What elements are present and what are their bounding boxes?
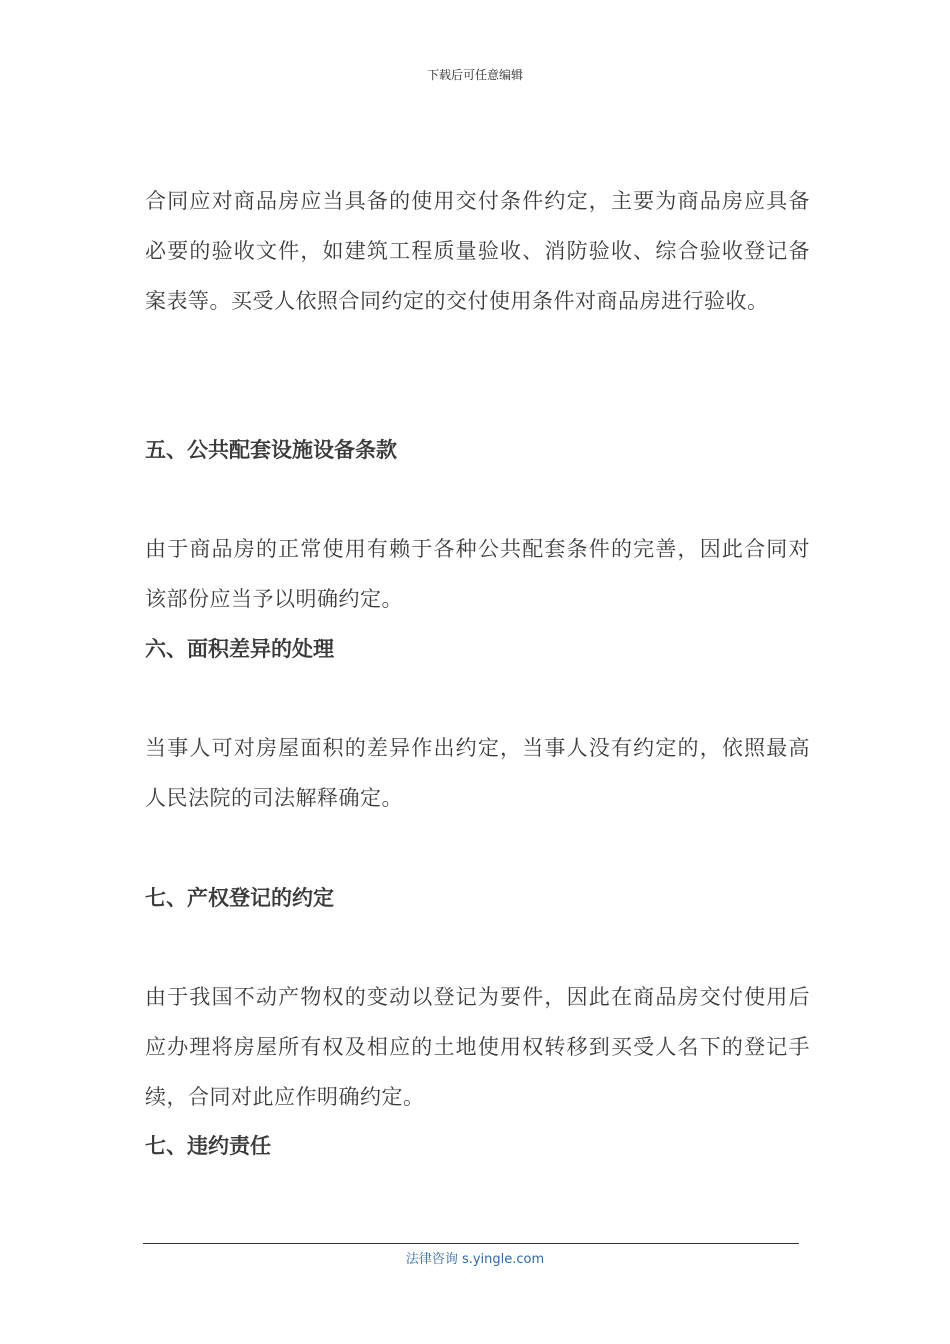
header-note: 下载后可任意编辑: [426, 68, 523, 82]
paragraph-property-registration: 由于我国不动产物权的变动以登记为要件，因此在商品房交付使用后应办理将房屋所有权及相应的土地使用权转移到买受人名下的登记手续，合同对此应作明确约定。: [145, 985, 810, 1109]
heading-liability: 七、违约责任: [145, 1134, 271, 1158]
heading-public-facilities: 五、公共配套设施设备条款: [145, 438, 397, 462]
footer-link[interactable]: 法律咨询 s.yingle.com: [405, 1252, 545, 1267]
paragraph-public-facilities: 由于商品房的正常使用有赖于各种公共配套条件的完善，因此合同对该部份应当予以明确约定。: [145, 537, 810, 611]
heading-property-registration: 七、产权登记的约定: [145, 886, 334, 910]
heading-area-difference: 六、面积差异的处理: [145, 637, 334, 661]
paragraph-area-difference: 当事人可对房屋面积的差异作出约定，当事人没有约定的，依照最高人民法院的司法解释确定。: [145, 736, 810, 810]
paragraph-delivery-conditions: 合同应对商品房应当具备的使用交付条件约定，主要为商品房应具备必要的验收文件，如建筑工程质量验收、消防验收、综合验收登记备案表等。买受人依照合同约定的交付使用条件对商品房进行验收。: [145, 189, 810, 313]
footer-divider: [143, 1243, 799, 1244]
